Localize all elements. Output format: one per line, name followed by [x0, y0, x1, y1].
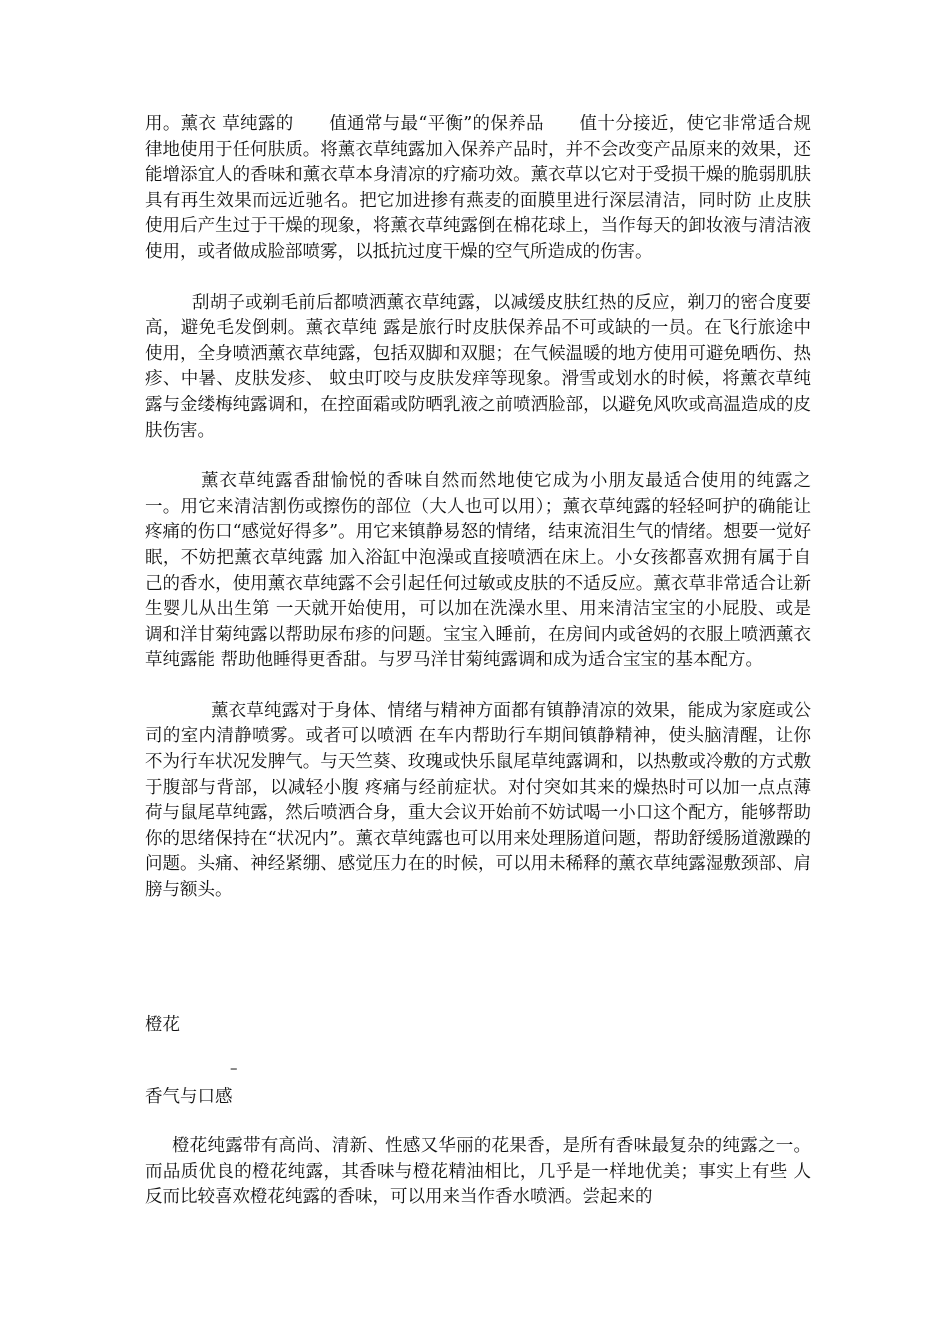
- document-body: [145, 112, 811, 904]
- section-subtitle: 香气与口感: [145, 1087, 233, 1107]
- paragraph-skincare: 用。薰衣 草纯露的 值通常与最“平衡”的保养品 值十分接近，使它非常适合规律地使用于任何肤质。将薰衣草纯露加入保养产品时，并不会改变产品原来的效果，还 能增添宜人的香味和薰衣草本身清凉的疗瘉功效。薰衣草以它对于受损干燥的脆弱肌肤具有再生效果而远近驰名。把它加进掺有燕麦的面膜里进行深层清洁，同时防 止皮肤使用后产生过于干燥的现象，将薰衣草纯露倒在棉花球上，当作每天的卸妆液与清洁液使用，或者做成脸部喷雾，以抵抗过度干燥的空气所造成的伤害。: [145, 114, 811, 262]
- paragraph-children: 薰衣草纯露香甜愉悦的香味自然而然地使它成为小朋友最适合使用的纯露之一。用它来清洁割伤或擦伤的部位（大人也可以用）；薰衣草纯露的轻轻呵护的确能让疼痛的伤口“感觉好得多”。用它来镇静易怒的情绪，结束流泪生气的情绪。想要一觉好眠，不妨把薰衣草纯露 加入浴缸中泡澡或直接喷洒在床上。小女孩都喜欢拥有属于自己的香水，使用薰衣草纯露不会引起任何过敏或皮肤的不适反应。薰衣草非常适合让新生婴儿从出生第 一天就开始使用，可以加在洗澡水里、用来清洁宝宝的小屁股、或是调和洋甘菊纯露以帮助尿布疹的问题。宝宝入睡前，在房间内或爸妈的衣服上喷洒薰衣草纯露能 帮助他睡得更香甜。与罗马洋甘菊纯露调和成为适合宝宝的基本配方。: [145, 471, 811, 671]
- section-title: 橙花: [145, 1015, 180, 1035]
- section-dash: –: [230, 1059, 238, 1077]
- paragraph-emotions: 薰衣草纯露对于身体、情绪与精神方面都有镇静清凉的效果，能成为家庭或公司的室内清静喷雾。或者可以喷洒 在车内帮助行车期间镇静精神，使头脑清醒，让你不为行车状况发脾气。与天竺葵、玫瑰或快乐鼠尾草纯露调和，以热敷或冷敷的方式敷于腹部与背部，以减轻小腹 疼痛与经前症状。对付突如其来的燥热时可以加一点点薄荷与鼠尾草纯露，然后喷洒合身，重大会议开始前不妨试喝一小口这个配方，能够帮助你的思绪保持在“状况内”。薰衣草纯露也可以用来处理肠道问题，帮助舒缓肠道激躁的问题。头痛、神经紧绷、感觉压力在的时候，可以用未稀释的薰衣草纯露湿敷颈部、肩膀与额头。: [145, 700, 811, 901]
- paragraph-shaving-travel: 刮胡子或剃毛前后都喷洒薰衣草纯露，以减缓皮肤红热的反应，剃刀的密合度要高，避免毛发倒刺。薰衣草纯 露是旅行时皮肤保养品不可或缺的一员。在飞行旅途中使用，全身喷洒薰衣草纯露，包括双脚和双腿；在气候温暖的地方使用可避免晒伤、热疹、中暑、皮肤发疹、 蚊虫叮咬与皮肤发痒等现象。滑雪或划水的时候，将薰衣草纯露与金缕梅纯露调和，在控面霜或防晒乳液之前喷洒脸部，以避免风吹或高温造成的皮肤伤害。: [145, 292, 811, 441]
- paragraph-neroli: 橙花纯露带有高尚、清新、性感又华丽的花果香，是所有香味最复杂的纯露之一。而品质优良的橙花纯露，其香味与橙花精油相比，几乎是一样地优美；事实上有些 人反而比较喜欢橙花纯露的香味，可以用来当作香水喷洒。尝起来的: [145, 1136, 811, 1208]
